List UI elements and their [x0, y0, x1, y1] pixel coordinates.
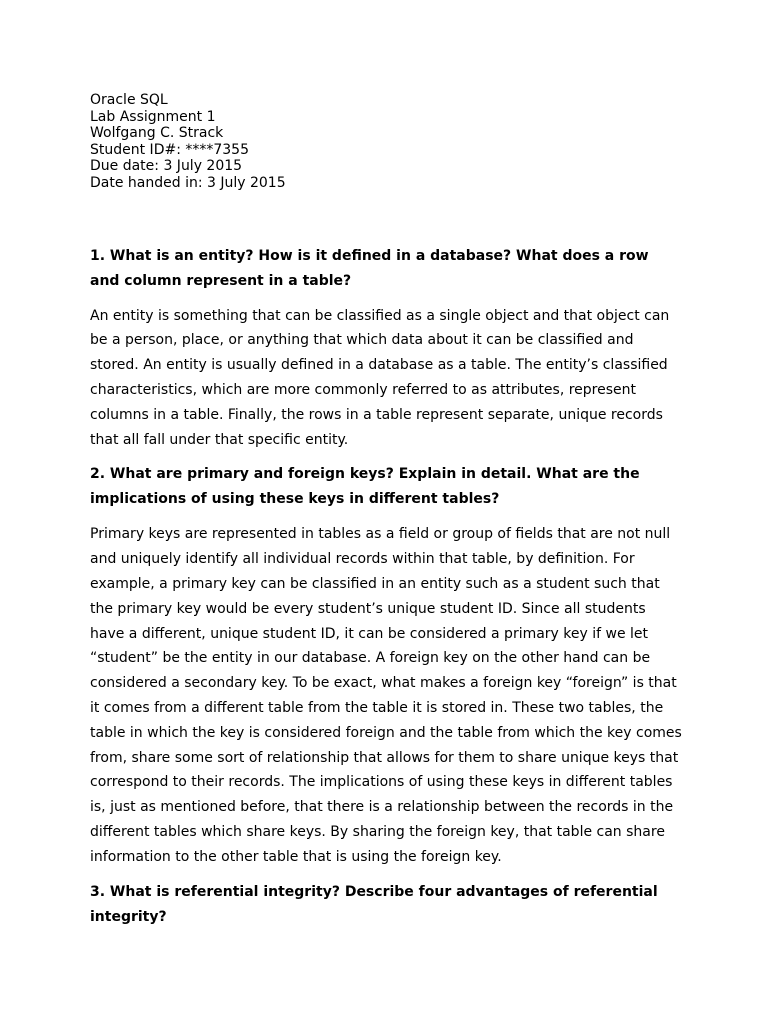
course-title: Oracle SQL: [90, 92, 168, 108]
document-page: [90, 92, 682, 940]
question-2: 2. What are primary and foreign keys? Explain in detail. What are the implications of using these keys in different tables?: [90, 466, 640, 508]
answer-1: An entity is something that can be classified as a single object and that object can be a person, place, or anything that which data about it can be classified and stored. An entity is usually defined in a database as a table. The entity’s classified characteristics, which are more commonly referred to as attributes, represent columns in a table. Finally, the rows in a table represent separate, unique records that all fall under that specific entity.: [90, 307, 670, 448]
due-date: Due date: 3 July 2015: [90, 158, 243, 175]
document-header: [90, 92, 682, 192]
question-1: 1. What is an entity? How is it defined in a database? What does a row and column represent in a table?: [90, 247, 649, 289]
date-handed-in: Date handed in: 3 July 2015: [90, 174, 286, 191]
author-name: Wolfgang C. Strack: [90, 125, 224, 142]
question-3: 3. What is referential integrity? Describe four advantages of referential integrity?: [90, 883, 658, 925]
assignment-title: Lab Assignment 1: [90, 108, 216, 125]
student-id: Student ID#: ****7355: [90, 141, 249, 158]
header-spacer: [90, 192, 682, 244]
answer-2: Primary keys are represented in tables as a field or group of fields that are not null and uniquely identify all individual records within that table, by definition. For example, a primary key can be classified in an entity such as a student such that the primary key would be every student’s unique student ID. Since all students have a different, unique student ID, it can be considered a primary key if we let “student” be the entity in our database. A foreign key on the other hand can be considered a secondary key. To be exact, what makes a foreign key “foreign” is that it comes from a different table from the table it is stored in. These two tables, the table in which the key is considered foreign and the table from which the key comes from, share some sort of relationship that allows for them to share unique keys that correspond to their records. The implications of using these keys in different tables is, just as mentioned before, that there is a relationship between the records in the different tables which share keys. By sharing the foreign key, that table can share information to the other table that is using the foreign key.: [90, 526, 682, 865]
